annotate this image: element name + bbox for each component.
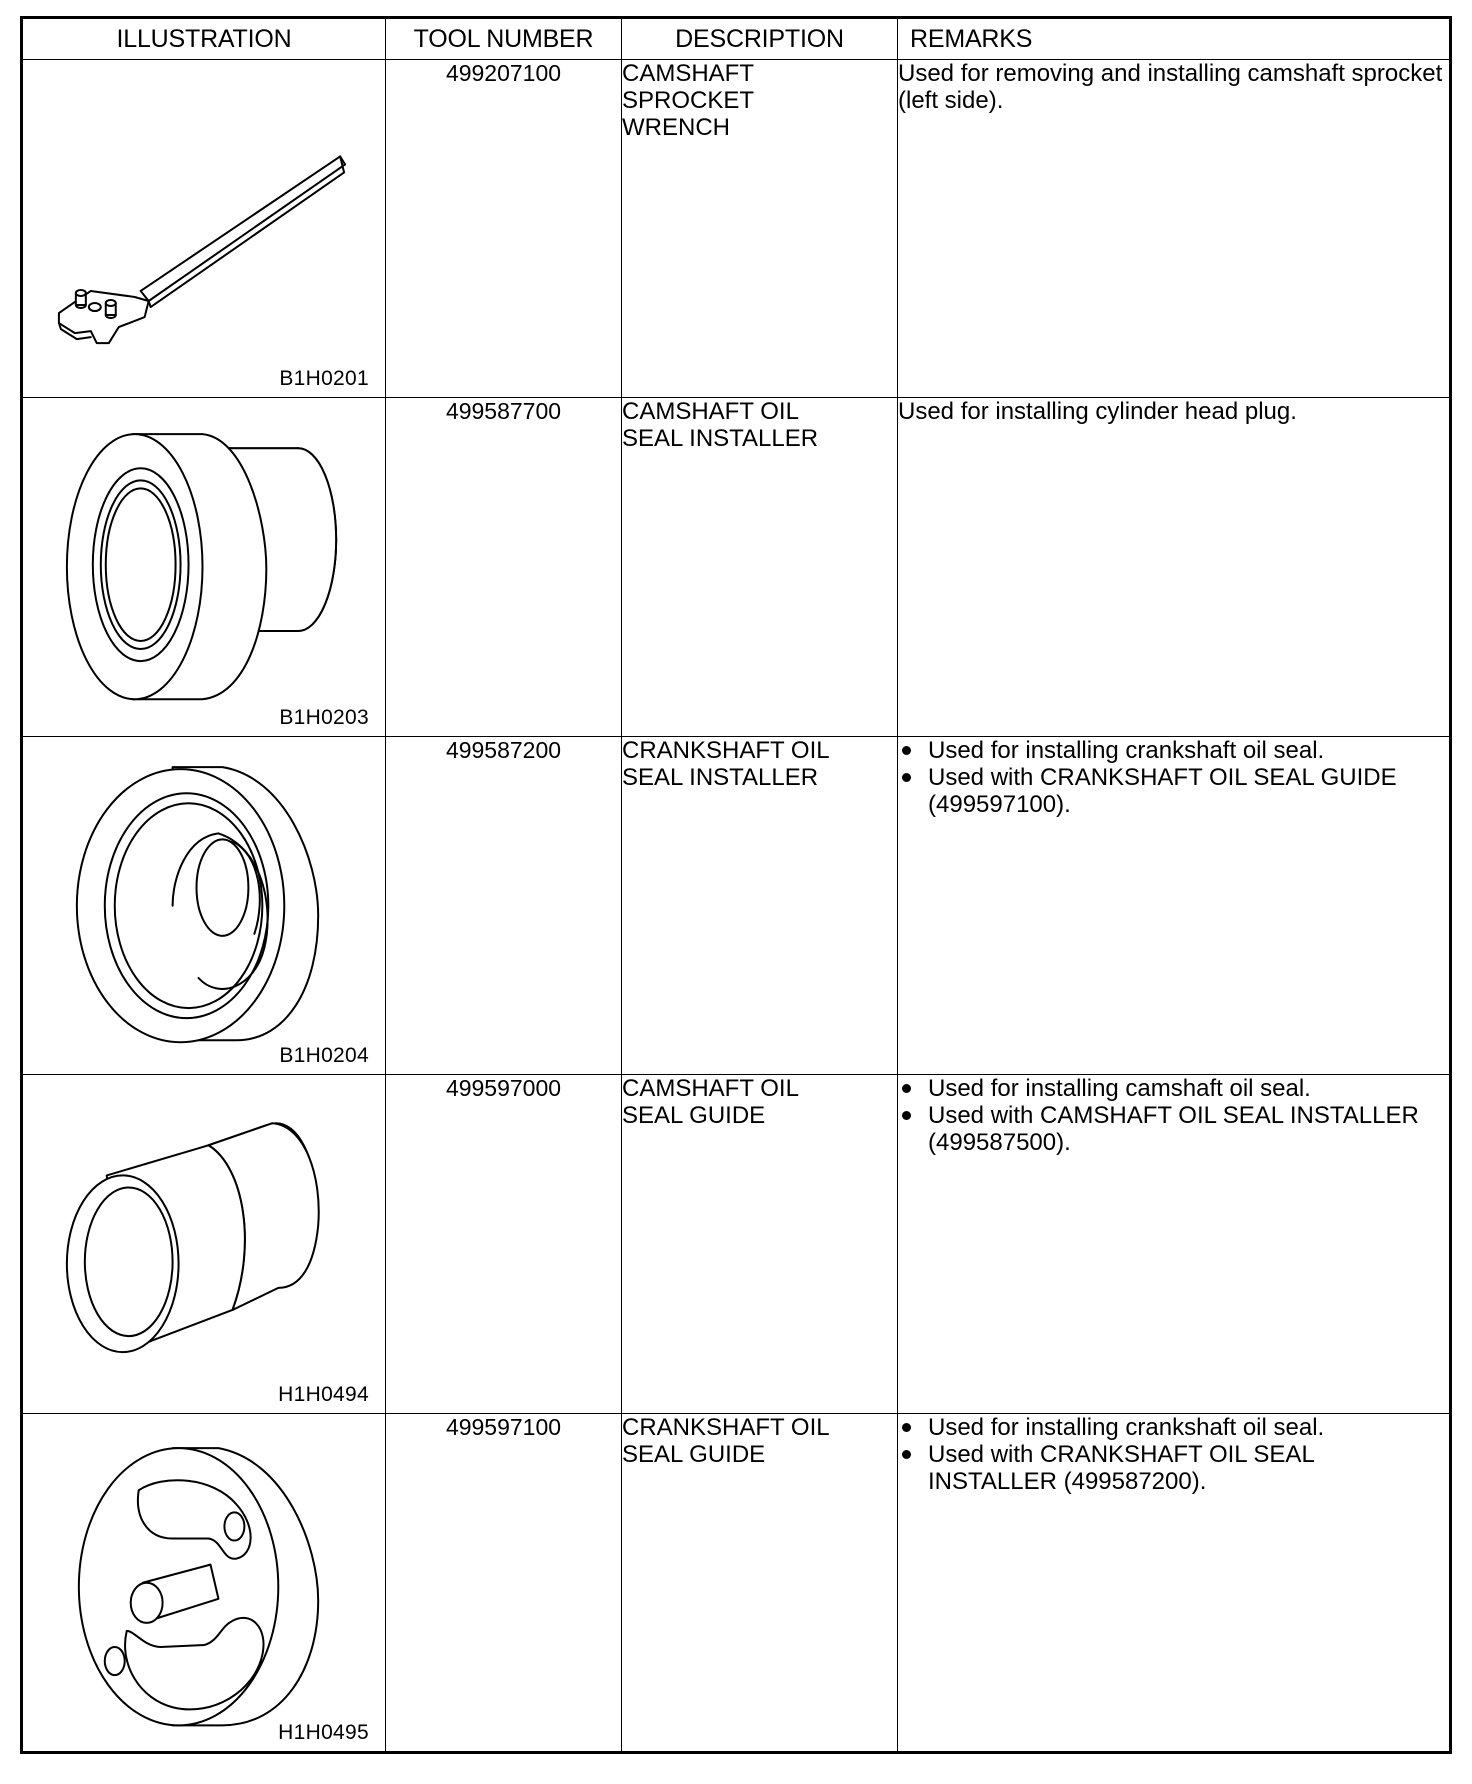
remark-text: Used for installing cylinder head plug. <box>898 398 1297 426</box>
illustration-cell <box>23 736 386 1074</box>
crankshaft-seal-installer-icon <box>23 737 385 1074</box>
list-item: Used with CAMSHAFT OIL SEAL INSTALLER (499587500). <box>898 1102 1449 1156</box>
header-description: DESCRIPTION <box>622 19 898 60</box>
illustration-cell <box>23 60 386 398</box>
header-row <box>23 19 1450 60</box>
tool-number: 499587200 <box>386 736 622 1074</box>
crankshaft-seal-guide-icon <box>23 1414 385 1751</box>
table-row <box>23 398 1450 736</box>
table-row <box>23 60 1450 398</box>
list-item: Used for installing camshaft oil seal. <box>898 1075 1449 1102</box>
illustration-cell <box>23 1075 386 1413</box>
description: CAMSHAFT OIL SEAL INSTALLER <box>622 398 898 736</box>
description: CAMSHAFT OIL SEAL GUIDE <box>622 1075 898 1413</box>
table-row <box>23 736 1450 1074</box>
figure-code: B1H0204 <box>279 1044 369 1068</box>
table-row <box>23 1075 1450 1413</box>
oil-seal-installer-icon <box>23 398 385 735</box>
remarks-cell <box>898 736 1450 1074</box>
special-tools-table <box>22 18 1450 1752</box>
header-illustration: ILLUSTRATION <box>23 19 386 60</box>
figure-code: H1H0495 <box>278 1721 369 1744</box>
remarks-list <box>898 737 1449 818</box>
description: CRANKSHAFT OIL SEAL INSTALLER <box>622 736 898 1074</box>
tool-number: 499207100 <box>386 60 622 398</box>
figure-code: H1H0494 <box>278 1382 369 1406</box>
remarks-cell <box>898 1075 1450 1413</box>
camshaft-seal-guide-icon <box>23 1075 385 1412</box>
list-item: Used for installing crankshaft oil seal. <box>898 1414 1449 1441</box>
figure-code: B1H0203 <box>279 705 369 729</box>
tool-number: 499597100 <box>386 1413 622 1751</box>
remarks-list <box>898 1075 1449 1156</box>
header-remarks: REMARKS <box>898 19 1450 60</box>
illustration-cell <box>23 1413 386 1751</box>
list-item: Used with CRANKSHAFT OIL SEAL GUIDE (499597100). <box>898 764 1449 818</box>
illustration-cell <box>23 398 386 736</box>
list-item: Used for installing crankshaft oil seal. <box>898 737 1449 764</box>
special-tools-sheet <box>20 16 1452 1754</box>
table-row <box>23 1413 1450 1751</box>
remarks-cell <box>898 1413 1450 1751</box>
remarks-list <box>898 1414 1449 1495</box>
remark-text: Used for removing and installing camshaft sprocket (left side). <box>898 60 1443 114</box>
header-tool-number: TOOL NUMBER <box>386 19 622 60</box>
sprocket-wrench-icon <box>23 60 385 397</box>
figure-code: B1H0201 <box>279 367 369 391</box>
description: CAMSHAFT SPROCKET WRENCH <box>622 60 898 398</box>
tool-number: 499587700 <box>386 398 622 736</box>
description: CRANKSHAFT OIL SEAL GUIDE <box>622 1413 898 1751</box>
list-item: Used with CRANKSHAFT OIL SEAL INSTALLER (499587200). <box>898 1441 1449 1495</box>
remarks-cell <box>898 398 1450 736</box>
tool-number: 499597000 <box>386 1075 622 1413</box>
remarks-cell <box>898 60 1450 398</box>
